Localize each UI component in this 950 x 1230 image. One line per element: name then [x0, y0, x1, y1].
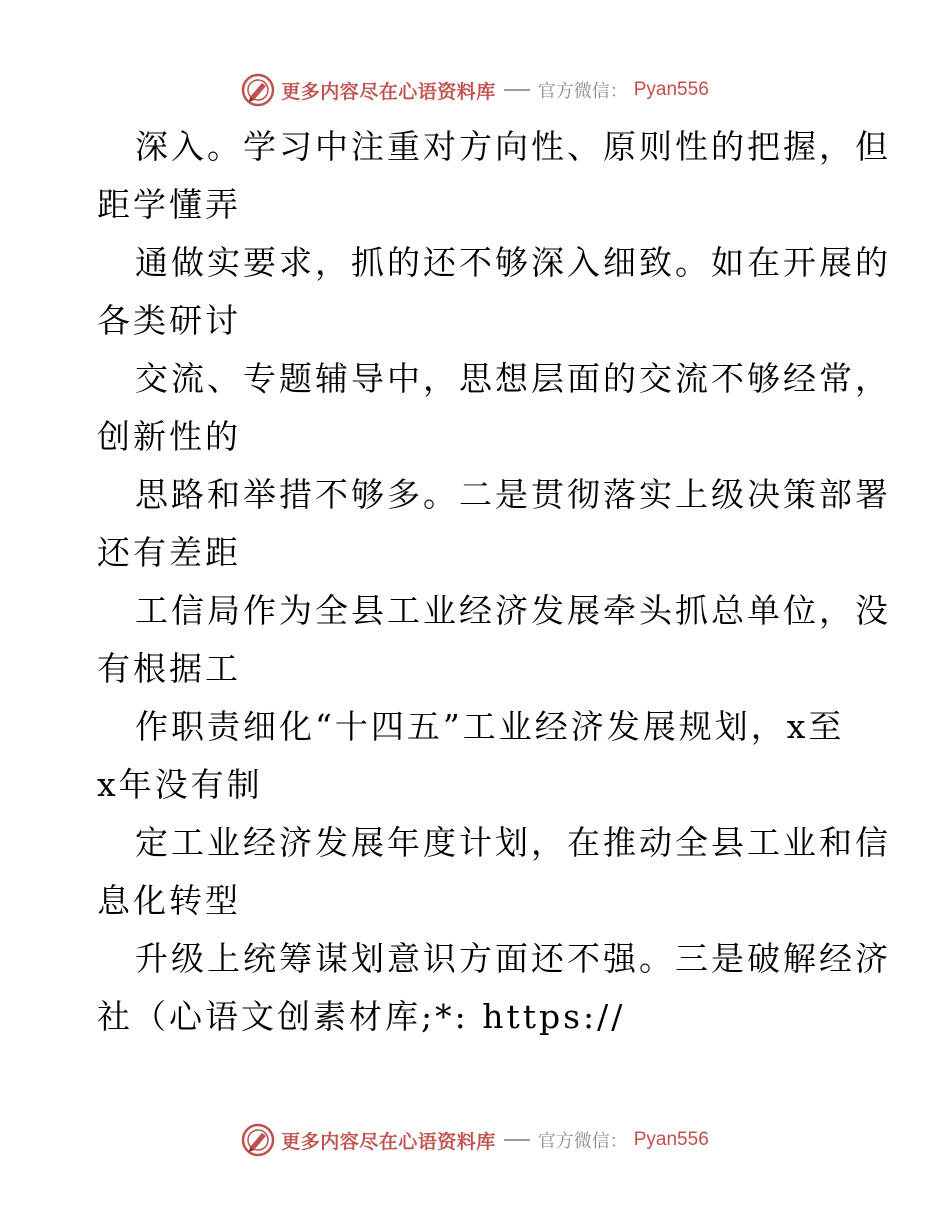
document-line: 社（心语文创素材库;*: https:// [97, 997, 626, 1036]
document-line: 通做实要求，抓的还不够深入细致。如在开展的 [135, 243, 891, 282]
header-banner-divider [504, 89, 530, 91]
document-line: 距学懂弄 [97, 185, 241, 224]
header-banner-wechat-handle: Pyan556 [633, 79, 709, 100]
footer-banner [0, 1120, 950, 1160]
document-line: 交流、专题辅导中，思想层面的交流不够经常， [135, 359, 891, 398]
document-line: 升级上统筹谋划意识方面还不强。三是破解经济 [135, 939, 891, 978]
document-line: 创新性的 [97, 417, 241, 456]
document-line: 思路和举措不够多。二是贯彻落实上级决策部署 [135, 475, 891, 514]
header-banner-wechat-label: 官方微信： [537, 81, 628, 102]
document-line: x年没有制 [97, 765, 263, 804]
document-body [97, 118, 891, 1046]
brand-logo-icon [241, 73, 275, 107]
document-line: 息化转型 [97, 881, 241, 920]
document-line: 有根据工 [97, 649, 241, 688]
document-line: 各类研讨 [97, 301, 241, 340]
footer-banner-wechat-handle: Pyan556 [633, 1129, 709, 1150]
header-banner [0, 70, 950, 110]
footer-banner-divider [504, 1139, 530, 1141]
footer-banner-wechat-label: 官方微信： [537, 1131, 628, 1152]
document-line: 深入。学习中注重对方向性、原则性的把握，但 [135, 127, 891, 166]
document-line: 还有差距 [97, 533, 241, 572]
document-line: 工信局作为全县工业经济发展牵头抓总单位，没 [135, 591, 891, 630]
brand-logo-icon [241, 1123, 275, 1157]
footer-banner-title: 更多内容尽在心语资料库 [281, 1130, 496, 1153]
document-line: 定工业经济发展年度计划，在推动全县工业和信 [135, 823, 891, 862]
header-banner-title: 更多内容尽在心语资料库 [281, 80, 496, 103]
document-line: 作职责细化“十四五”工业经济发展规划，x至 [135, 707, 845, 746]
